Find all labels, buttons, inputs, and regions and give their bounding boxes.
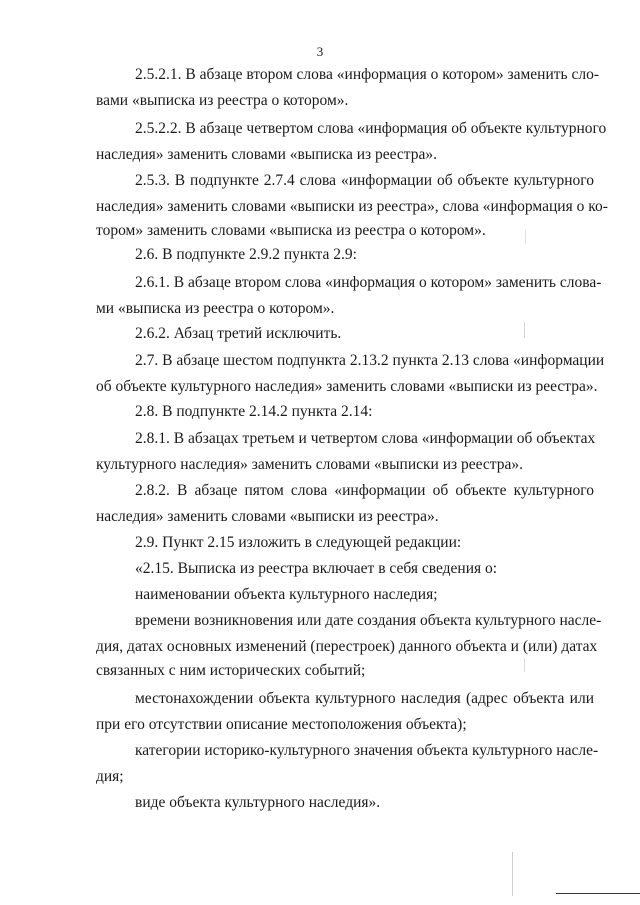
text-line: ми «выписка из реестра о котором». [96, 300, 335, 317]
text-line: 2.5.2.2. В абзаце четвертом слова «информация об объекте культурного [135, 120, 607, 137]
text-line: 2.5.2.1. В абзаце втором слова «информация о котором» заменить сло- [135, 66, 600, 83]
text-line: дия, датах основных изменений (перестроек) данного объекта и (или) датах [96, 638, 598, 655]
text-line: связанных с ним исторических событий; [96, 662, 366, 679]
text-line: наименовании объекта культурного наследия; [135, 586, 438, 603]
text-line: времени возникновения или дате создания объекта культурного насле- [135, 612, 602, 629]
page-number: 3 [316, 44, 324, 59]
text-line: вами «выписка из реестра о котором». [96, 92, 349, 109]
text-line: 2.6.1. В абзаце втором слова «информация о котором» заменить слова- [135, 274, 602, 291]
text-line: 2.6.2. Абзац третий исключить. [135, 325, 342, 342]
text-line: «2.15. Выписка из реестра включает в себя сведения о: [135, 560, 498, 577]
text-line: культурного наследия» заменить словами «выписки из реестра». [96, 456, 523, 473]
text-line: 2.8.2. В абзаце пятом слова «информации об объекте культурного [135, 482, 594, 499]
text-line: 2.7. В абзаце шестом подпункта 2.13.2 пункта 2.13 слова «информации [135, 352, 605, 369]
text-line: 2.5.3. В подпункте 2.7.4 слова «информации об объекте культурного [135, 172, 594, 189]
scan-artifact-mark [525, 230, 526, 244]
text-line: наследия» заменить словами «выписка из реестра». [96, 146, 438, 163]
text-line: наследия» заменить словами «выписки из реестра». [96, 508, 439, 525]
scan-artifact-mark [524, 658, 525, 672]
text-line: об объекте культурного наследия» заменить словами «выписки из реестра». [96, 378, 598, 395]
text-line: категории историко-культурного значения объекта культурного насле- [135, 742, 599, 759]
text-line: 2.8.1. В абзацах третьем и четвертом слова «информации об объектах [135, 430, 596, 447]
scan-artifact-line [556, 893, 640, 894]
text-line: тором» заменить словами «выписка из реестра о котором». [96, 222, 486, 239]
scan-artifact-mark [512, 852, 513, 896]
text-line: местонахождении объекта культурного наследия (адрес объекта или [135, 690, 594, 707]
text-line: 2.6. В подпункте 2.9.2 пункта 2.9: [135, 246, 357, 263]
text-line: при его отсутствии описание местоположения объекта); [96, 716, 467, 733]
text-line: 2.8. В подпункте 2.14.2 пункта 2.14: [135, 403, 373, 420]
text-line: 2.9. Пункт 2.15 изложить в следующей редакции: [135, 534, 462, 551]
scan-artifact-mark [524, 322, 525, 338]
text-line: наследия» заменить словами «выписки из реестра», слова «информация о ко- [96, 198, 608, 215]
text-line: дия; [96, 768, 124, 785]
text-line: виде объекта культурного наследия». [135, 794, 381, 811]
